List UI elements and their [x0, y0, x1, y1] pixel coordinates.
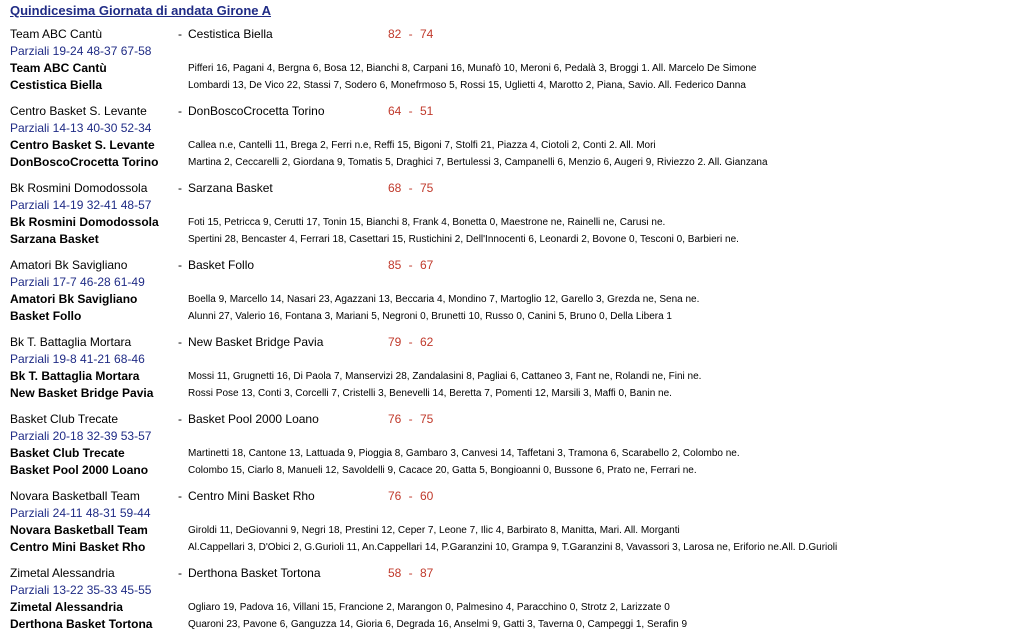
match-block — [0, 181, 1014, 258]
separator: - — [178, 489, 182, 503]
away-team: Centro Mini Basket Rho — [188, 489, 315, 503]
home-team-label: Centro Basket S. Levante — [10, 138, 155, 152]
away-team-label: Basket Follo — [10, 309, 82, 323]
away-team: New Basket Bridge Pavia — [188, 335, 324, 349]
away-team-label: Centro Mini Basket Rho — [10, 540, 146, 554]
final-score: 76 - 75 — [388, 412, 434, 426]
home-players: Pifferi 16, Pagani 4, Bergna 6, Bosa 12, Bianchi 8, Carpani 16, Munafò 10, Meroni 6, Pedalà 3, Broggi 1. All. Marcelo De Simone — [188, 63, 757, 74]
partial-scores: Parziali 20-18 32-39 53-57 — [10, 429, 152, 443]
away-team: DonBoscoCrocetta Torino — [188, 104, 325, 118]
away-players: Spertini 28, Bencaster 4, Ferrari 18, Casettari 15, Rustichini 2, Dell'Innocenti 6, Leonardi 2, Bovone 0, Tesconi 0, Barbieri ne. — [188, 234, 739, 245]
home-players: Ogliaro 19, Padova 16, Villani 15, Francione 2, Marangon 0, Palmesino 4, Paracchino 0, Strotz 2, Larizzate 0 — [188, 602, 670, 613]
match-block — [0, 335, 1014, 412]
away-team-label: Basket Pool 2000 Loano — [10, 463, 149, 477]
final-score: 64 - 51 — [388, 104, 434, 118]
final-score: 68 - 75 — [388, 181, 434, 195]
home-team: Bk T. Battaglia Mortara — [10, 335, 132, 349]
home-players: Mossi 11, Grugnetti 16, Di Paola 7, Manservizi 28, Zandalasini 8, Pagliai 6, Cattaneo 3, Fant ne, Rolandi ne, Fini ne. — [188, 371, 702, 382]
home-team: Centro Basket S. Levante — [10, 104, 147, 118]
away-team: Basket Follo — [188, 258, 255, 272]
match-block — [0, 258, 1014, 335]
away-team-label: DonBoscoCrocetta Torino — [10, 155, 159, 169]
home-players: Martinetti 18, Cantone 13, Lattuada 9, Pioggia 8, Gambaro 3, Canvesi 14, Taffetani 3, Tramona 6, Scarabello 2, Colombo ne. — [188, 448, 740, 459]
away-team-label: New Basket Bridge Pavia — [10, 386, 154, 400]
final-score: 79 - 62 — [388, 335, 434, 349]
partial-scores: Parziali 19-8 41-21 68-46 — [10, 352, 145, 366]
away-players: Quaroni 23, Pavone 6, Ganguzza 14, Gioria 6, Degrada 16, Anselmi 9, Gatti 3, Taverna 0, Campeggi 1, Serafin 9 — [188, 619, 687, 630]
home-team-label: Basket Club Trecate — [10, 446, 125, 460]
separator: - — [178, 335, 182, 349]
away-players: Martina 2, Ceccarelli 2, Giordana 9, Tomatis 5, Draghici 7, Bertulessi 3, Campanelli 6, Menzio 6, Augeri 9, Riviezzo 2. All. Gianzana — [188, 157, 768, 168]
home-players: Boella 9, Marcello 14, Nasari 23, Agazzani 13, Beccaria 4, Mondino 7, Martoglio 12, Garello 3, Grezda ne, Sena ne. — [188, 294, 700, 305]
match-block — [0, 27, 1014, 104]
home-team-label: Team ABC Cantù — [10, 61, 107, 75]
final-score: 82 - 74 — [388, 27, 434, 41]
partial-scores: Parziali 17-7 46-28 61-49 — [10, 275, 145, 289]
home-team: Zimetal Alessandria — [10, 566, 115, 580]
home-players: Foti 15, Petricca 9, Cerutti 17, Tonin 15, Bianchi 8, Frank 4, Bonetta 0, Maestrone ne, Rainelli ne, Carusi ne. — [188, 217, 666, 228]
away-team: Basket Pool 2000 Loano — [188, 412, 319, 426]
match-block — [0, 566, 1014, 643]
home-team-label: Bk T. Battaglia Mortara — [10, 369, 140, 383]
partial-scores: Parziali 24-11 48-31 59-44 — [10, 506, 151, 520]
home-team: Bk Rosmini Domodossola — [10, 181, 148, 195]
separator: - — [178, 104, 182, 118]
final-score: 58 - 87 — [388, 566, 434, 580]
home-team: Amatori Bk Savigliano — [10, 258, 128, 272]
final-score: 76 - 60 — [388, 489, 434, 503]
away-team-label: Cestistica Biella — [10, 78, 103, 92]
match-block — [0, 489, 1014, 566]
separator: - — [178, 258, 182, 272]
separator: - — [178, 412, 182, 426]
away-players: Colombo 15, Ciarlo 8, Manueli 12, Savoldelli 9, Cacace 20, Gatta 5, Bongioanni 0, Bussone 6, Prato ne, Ferrari ne. — [188, 465, 697, 476]
partial-scores: Parziali 14-13 40-30 52-34 — [10, 121, 152, 135]
away-players: Rossi Pose 13, Conti 3, Corcelli 7, Cristelli 3, Benevelli 14, Beretta 7, Pomenti 12, Marsili 3, Maffi 0, Banin ne. — [188, 388, 672, 399]
home-team-label: Bk Rosmini Domodossola — [10, 215, 159, 229]
away-players: Alunni 27, Valerio 16, Fontana 3, Mariani 5, Negroni 0, Brunetti 10, Russo 0, Canini 5, Bruno 0, Della Libera 1 — [188, 311, 672, 322]
away-team: Derthona Basket Tortona — [188, 566, 321, 580]
separator: - — [178, 27, 182, 41]
final-score: 85 - 67 — [388, 258, 434, 272]
page-title[interactable]: Quindicesima Giornata di andata Girone A — [10, 3, 272, 18]
away-team: Sarzana Basket — [188, 181, 273, 195]
home-team-label: Amatori Bk Savigliano — [10, 292, 138, 306]
home-team-label: Zimetal Alessandria — [10, 600, 123, 614]
match-block — [0, 104, 1014, 181]
partial-scores: Parziali 13-22 35-33 45-55 — [10, 583, 152, 597]
home-players: Giroldi 11, DeGiovanni 9, Negri 18, Prestini 12, Ceper 7, Leone 7, Ilic 4, Barbirato 8, Manitta, Mari. All. Morganti — [188, 525, 680, 536]
away-team-label: Sarzana Basket — [10, 232, 99, 246]
separator: - — [178, 566, 182, 580]
home-team-label: Novara Basketball Team — [10, 523, 148, 537]
partial-scores: Parziali 14-19 32-41 48-57 — [10, 198, 152, 212]
away-team: Cestistica Biella — [188, 27, 273, 41]
away-players: Al.Cappellari 3, D'Obici 2, G.Gurioli 11, An.Cappellari 14, P.Garanzini 10, Grampa 9, T.Garanzini 8, Vavassori 3, Larosa ne, Eriforio ne.All. D.Gurioli — [188, 542, 838, 553]
away-players: Lombardi 13, De Vico 22, Stassi 7, Sodero 6, Monefrmoso 5, Rossi 15, Uglietti 4, Marotto 2, Piana, Savio. All. Federico Danna — [188, 80, 746, 91]
separator: - — [178, 181, 182, 195]
home-team: Novara Basketball Team — [10, 489, 140, 503]
home-players: Callea n.e, Cantelli 11, Brega 2, Ferri n.e, Reffi 15, Bigoni 7, Stolfi 21, Piazza 4, Ciotoli 2, Conti 2. All. Mori — [188, 140, 656, 151]
away-team-label: Derthona Basket Tortona — [10, 617, 153, 631]
home-team: Basket Club Trecate — [10, 412, 119, 426]
home-team: Team ABC Cantù — [10, 27, 103, 41]
partial-scores: Parziali 19-24 48-37 67-58 — [10, 44, 152, 58]
match-block — [0, 412, 1014, 489]
